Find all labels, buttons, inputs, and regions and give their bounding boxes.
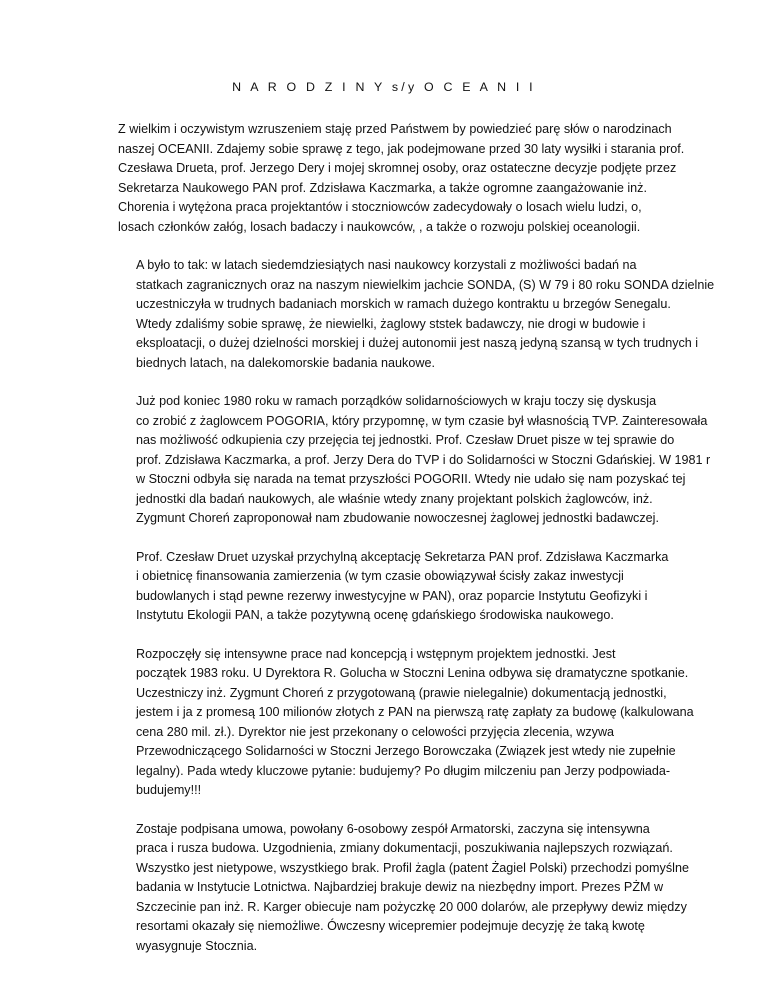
text-line: Prof. Czesław Druet uzyskał przychylną akceptację Sekretarza PAN prof. Zdzisława Kaczmarka bbox=[136, 549, 669, 564]
text-line: Zygmunt Choreń zaproponował nam zbudowanie nowoczesnej żaglowej jednostki badawczej. bbox=[136, 511, 659, 525]
text-line: Sekretarza Naukowego PAN prof. Zdzisława Kaczmarka, a także ogromne zaangażowanie inż. bbox=[118, 180, 647, 195]
document-title: N A R O D Z I N Y s/y O C E A N I I bbox=[232, 80, 536, 94]
text-line: A było to tak: w latach siedemdziesiątych nasi naukowcy korzystali z możliwości badań na bbox=[136, 258, 637, 272]
text-line: legalny). Pada wtedy kluczowe pytanie: budujemy? Po długim milczeniu pan Jerzy podpowiada- bbox=[136, 763, 671, 778]
text-line: badania w Instytucie Lotnictwa. Najbardziej brakuje dewiz na niezbędny import. Prezes PŻM w bbox=[136, 880, 664, 894]
text-line: nas możliwość odkupienia czy przejęcia tej jednostki. Prof. Czesław Druet pisze w tej sprawie do bbox=[136, 433, 675, 447]
text-line: budujemy!!! bbox=[136, 783, 202, 797]
text-line: i obietnicę finansowania zamierzenia (w tym czasie obowiązywał ścisły zakaz inwestycji bbox=[136, 569, 624, 583]
text-line: losach członków załóg, losach badaczy i naukowców, , a także o rozwoju polskiej oceanologii. bbox=[118, 219, 641, 234]
text-line: prof. Zdzisława Kaczmarka, a prof. Jerzy Dera do TVP i do Solidarności w Stoczni Gdańskiej. W 1981 r bbox=[136, 452, 711, 467]
text-line: Rozpoczęły się intensywne prace nad koncepcją i wstępnym projektem jednostki. Jest bbox=[136, 646, 616, 661]
text-line: wyasygnuje Stocznia. bbox=[136, 938, 258, 953]
paragraph bbox=[118, 120, 685, 237]
text-line: jednostki dla badań naukowych, ale właśnie wtedy znany projektant polskich żaglowców, inż. bbox=[136, 491, 653, 506]
text-line: budowlanych i stąd pewne rezerwy inwestycyjne w PAN), oraz poparcie Instytutu Geofizyki i bbox=[136, 588, 648, 603]
text-line: w Stoczni odbyła się narada na temat przyszłości POGORII. Wtedy nie udało się nam pozyskać tej bbox=[136, 472, 686, 486]
text-line: jestem i ja z promesą 100 milionów złotych z PAN na pierwszą ratę zapłaty za budowę (kalkulowana bbox=[136, 705, 694, 719]
text-line: Chorenia i wytężona praca projektantów i stoczniowców zadecydowały o losach wielu ludzi, o, bbox=[118, 200, 642, 214]
text-line: eksploatacji, o dużej dzielności morskiej i dużej autonomii jest naszą jedyną szansą w tych trudnych i bbox=[136, 336, 699, 350]
text-line: resortami okazały się niemożliwe. Ówczesny wicepremier podejmuje decyzję że taką kwotę bbox=[136, 919, 645, 933]
text-line: Szczecinie pan inż. R. Karger obiecuje nam pożyczkę 20 000 dolarów, ale przepływy dewiz między bbox=[136, 899, 687, 914]
document-body bbox=[118, 120, 715, 975]
paragraph bbox=[118, 548, 673, 626]
paragraph bbox=[118, 820, 689, 957]
text-line: uczestniczyła w trudnych badaniach morskich w ramach dużego kontraktu u brzegów Senegalu. bbox=[136, 297, 671, 311]
text-line: statkach zagranicznych oraz na naszym niewielkim jachcie SONDA, (S) W 79 i 80 roku SONDA dzielnie bbox=[136, 277, 715, 292]
text-line: biednych latach, na dalekomorskie badania naukowe. bbox=[136, 355, 435, 370]
text-line: co zrobić z żaglowcem POGORIA, który przypomnę, w tym czasie był własnością TVP. Zainteresowała bbox=[136, 413, 708, 428]
paragraph bbox=[118, 392, 711, 529]
paragraph bbox=[118, 256, 715, 373]
text-line: naszej OCEANII. Zdajemy sobie sprawę z tego, jak podejmowane przed 30 laty wysiłki i starania prof. bbox=[118, 141, 685, 156]
text-line: praca i rusza budowa. Uzgodnienia, zmiany dokumentacji, poszukiwania najlepszych rozwiązań. bbox=[136, 841, 673, 855]
text-line: Zostaje podpisana umowa, powołany 6-osobowy zespół Armatorski, zaczyna się intensywna bbox=[136, 821, 650, 836]
paragraph bbox=[118, 645, 694, 801]
text-line: Uczestniczy inż. Zygmunt Choreń z przygotowaną (prawie nielegalnie) dokumentacją jednostki, bbox=[136, 685, 667, 700]
text-line: Wszystko jest nietypowe, wszystkiego brak. Profil żagla (patent Żagiel Polski) przechodzi pomyślne bbox=[136, 860, 689, 875]
text-line: Już pod koniec 1980 roku w ramach porządków solidarnościowych w kraju toczy się dyskusja bbox=[136, 394, 657, 408]
text-line: początek 1983 roku. U Dyrektora R. Golucha w Stoczni Lenina odbywa się dramatyczne spotkanie. bbox=[136, 666, 689, 680]
text-line: Przewodniczącego Solidarności w Stoczni Jerzego Borowczaka (Związek jest wtedy nie zupełnie bbox=[136, 744, 676, 758]
text-line: Czesława Drueta, prof. Jerzego Dery i mojej skromnej osoby, oraz ostateczne decyzje podjęte przez bbox=[118, 161, 677, 175]
text-line: cena 280 mil. zł.). Dyrektor nie jest przekonany o celowości przyjęcia zlecenia, wzywa bbox=[136, 724, 615, 739]
text-line: Z wielkim i oczywistym wzruszeniem staję przed Państwem by powiedzieć parę słów o narodzinach bbox=[118, 122, 672, 136]
text-line: Wtedy zdaliśmy sobie sprawę, że niewielki, żaglowy ststek badawczy, nie drogi w budowie i bbox=[136, 316, 646, 331]
text-line: Instytutu Ekologii PAN, a także pozytywną ocenę gdańskiego środowiska naukowego. bbox=[136, 608, 614, 622]
